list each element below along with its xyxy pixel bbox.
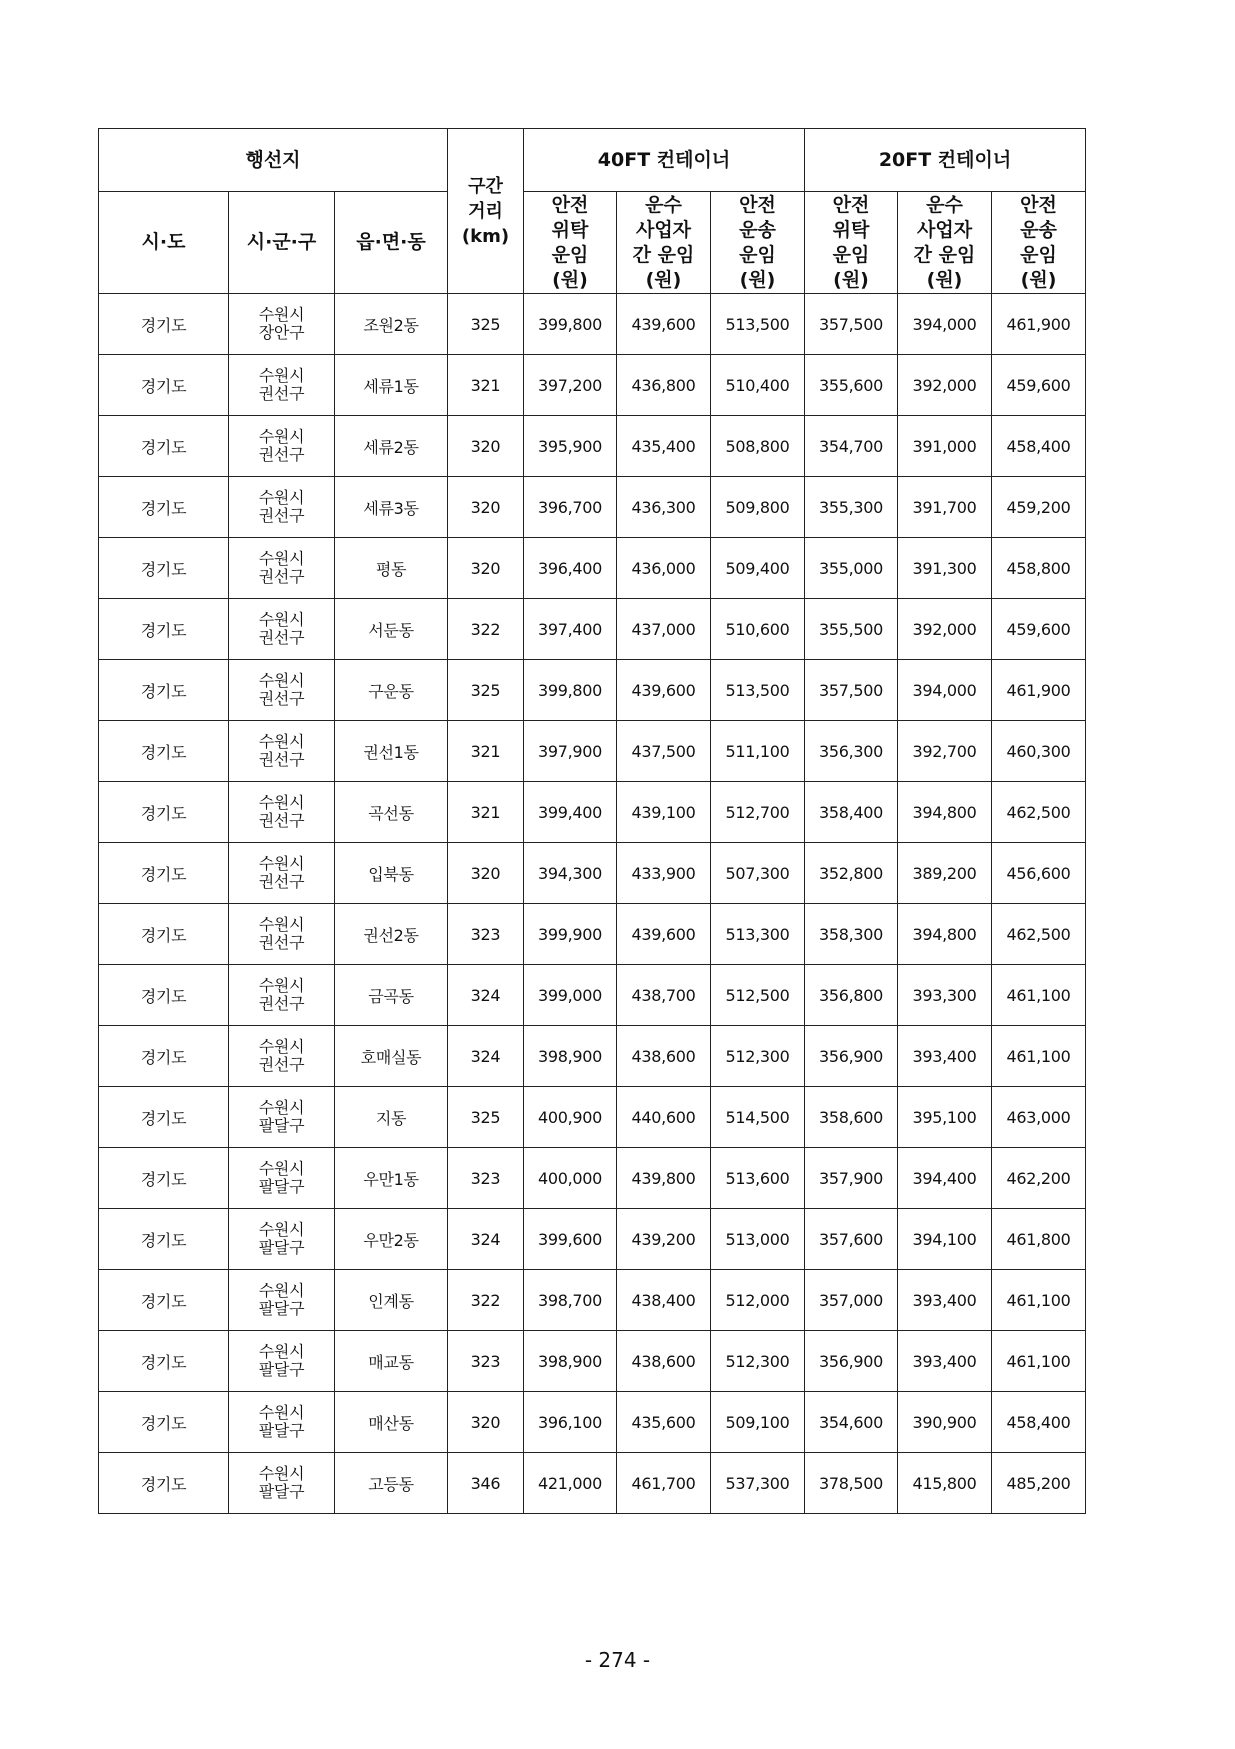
cell-20ft-safe-transport: 462,500 (992, 782, 1086, 843)
cell-sido: 경기도 (99, 1148, 229, 1209)
cell-sido: 경기도 (99, 1087, 229, 1148)
cell-city: 수원시 (258, 854, 305, 873)
cell-40ft-safe-transport: 512,300 (711, 1331, 805, 1392)
cell-20ft-carrier: 394,100 (898, 1209, 992, 1270)
cell-20ft-carrier: 393,400 (898, 1270, 992, 1331)
cell-20ft-carrier: 393,400 (898, 1331, 992, 1392)
cell-gu: 권선구 (258, 445, 305, 464)
cell-20ft-safe-consign: 356,900 (805, 1331, 898, 1392)
cell-40ft-carrier: 439,600 (617, 904, 711, 965)
cell-sido: 경기도 (99, 294, 229, 355)
cell-20ft-safe-consign: 352,800 (805, 843, 898, 904)
cell-gu: 권선구 (258, 933, 305, 952)
cell-40ft-safe-transport: 509,400 (711, 538, 805, 599)
cell-40ft-safe-transport: 513,300 (711, 904, 805, 965)
table-row (99, 599, 1086, 660)
cell-city: 수원시 (258, 366, 305, 385)
cell-sido: 경기도 (99, 355, 229, 416)
cell-20ft-carrier: 389,200 (898, 843, 992, 904)
cell-20ft-carrier: 391,300 (898, 538, 992, 599)
cell-sigungu (229, 1453, 335, 1514)
cell-40ft-safe-consign: 400,000 (524, 1148, 617, 1209)
header-40ft-container: 40FT 컨테이너 (524, 129, 805, 192)
header-distance: 구간 거리 (km) (448, 129, 524, 294)
cell-40ft-safe-consign: 399,400 (524, 782, 617, 843)
cell-40ft-safe-transport: 509,100 (711, 1392, 805, 1453)
freight-rate-table (98, 128, 1086, 1514)
cell-gu: 팔달구 (258, 1360, 305, 1379)
cell-sido: 경기도 (99, 965, 229, 1026)
cell-40ft-safe-consign: 421,000 (524, 1453, 617, 1514)
cell-gu: 권선구 (258, 689, 305, 708)
cell-40ft-safe-consign: 398,900 (524, 1026, 617, 1087)
cell-dong: 곡선동 (335, 782, 448, 843)
header-40ft-safe-transport-rate: 안전 운송 운임 (원) (711, 192, 805, 294)
cell-gu: 권선구 (258, 994, 305, 1013)
cell-40ft-safe-transport: 512,000 (711, 1270, 805, 1331)
cell-sido: 경기도 (99, 904, 229, 965)
cell-dong: 고등동 (335, 1453, 448, 1514)
cell-20ft-safe-transport: 461,100 (992, 1331, 1086, 1392)
cell-40ft-carrier: 439,600 (617, 294, 711, 355)
cell-distance: 321 (448, 721, 524, 782)
cell-40ft-carrier: 438,600 (617, 1026, 711, 1087)
cell-20ft-safe-consign: 357,600 (805, 1209, 898, 1270)
cell-dong: 조원2동 (335, 294, 448, 355)
table-row (99, 782, 1086, 843)
cell-20ft-safe-transport: 461,100 (992, 965, 1086, 1026)
table-row (99, 904, 1086, 965)
cell-gu: 팔달구 (258, 1116, 305, 1135)
cell-dong: 호매실동 (335, 1026, 448, 1087)
table-row (99, 355, 1086, 416)
cell-20ft-safe-consign: 358,600 (805, 1087, 898, 1148)
cell-20ft-safe-consign: 356,900 (805, 1026, 898, 1087)
cell-distance: 324 (448, 1209, 524, 1270)
cell-sido: 경기도 (99, 843, 229, 904)
cell-city: 수원시 (258, 1098, 305, 1117)
cell-sido: 경기도 (99, 721, 229, 782)
cell-40ft-safe-consign: 396,400 (524, 538, 617, 599)
cell-sigungu (229, 294, 335, 355)
cell-sigungu (229, 782, 335, 843)
cell-city: 수원시 (258, 305, 305, 324)
cell-40ft-safe-transport: 507,300 (711, 843, 805, 904)
cell-20ft-carrier: 394,800 (898, 904, 992, 965)
table-row (99, 1209, 1086, 1270)
cell-distance: 321 (448, 355, 524, 416)
table-row (99, 843, 1086, 904)
cell-distance: 325 (448, 1087, 524, 1148)
table-row (99, 477, 1086, 538)
cell-city: 수원시 (258, 793, 305, 812)
cell-sigungu (229, 1270, 335, 1331)
cell-distance: 320 (448, 1392, 524, 1453)
cell-40ft-safe-transport: 512,300 (711, 1026, 805, 1087)
cell-20ft-carrier: 395,100 (898, 1087, 992, 1148)
cell-distance: 320 (448, 477, 524, 538)
cell-40ft-safe-transport: 513,500 (711, 294, 805, 355)
cell-20ft-safe-consign: 358,400 (805, 782, 898, 843)
cell-gu: 장안구 (258, 323, 305, 342)
cell-40ft-carrier: 440,600 (617, 1087, 711, 1148)
table-row (99, 1148, 1086, 1209)
cell-20ft-safe-consign: 355,500 (805, 599, 898, 660)
cell-20ft-safe-transport: 461,900 (992, 660, 1086, 721)
cell-20ft-carrier: 393,300 (898, 965, 992, 1026)
cell-city: 수원시 (258, 671, 305, 690)
cell-dong: 우만1동 (335, 1148, 448, 1209)
cell-sigungu (229, 843, 335, 904)
cell-40ft-safe-transport: 510,400 (711, 355, 805, 416)
cell-20ft-safe-transport: 459,200 (992, 477, 1086, 538)
cell-40ft-safe-consign: 399,800 (524, 660, 617, 721)
cell-40ft-carrier: 438,700 (617, 965, 711, 1026)
cell-20ft-safe-transport: 461,100 (992, 1026, 1086, 1087)
cell-40ft-carrier: 439,600 (617, 660, 711, 721)
cell-20ft-carrier: 391,700 (898, 477, 992, 538)
cell-20ft-safe-transport: 461,800 (992, 1209, 1086, 1270)
cell-20ft-safe-consign: 378,500 (805, 1453, 898, 1514)
cell-gu: 권선구 (258, 1055, 305, 1074)
cell-40ft-safe-transport: 508,800 (711, 416, 805, 477)
cell-sido: 경기도 (99, 416, 229, 477)
cell-40ft-carrier: 438,400 (617, 1270, 711, 1331)
cell-20ft-safe-consign: 355,300 (805, 477, 898, 538)
table-body (99, 294, 1086, 1514)
cell-40ft-carrier: 439,100 (617, 782, 711, 843)
cell-40ft-safe-transport: 513,600 (711, 1148, 805, 1209)
cell-sido: 경기도 (99, 660, 229, 721)
header-sido: 시·도 (99, 192, 229, 294)
table-row (99, 721, 1086, 782)
cell-40ft-safe-consign: 396,100 (524, 1392, 617, 1453)
cell-sigungu (229, 660, 335, 721)
cell-gu: 권선구 (258, 384, 305, 403)
table-row (99, 1026, 1086, 1087)
cell-40ft-carrier: 435,600 (617, 1392, 711, 1453)
cell-40ft-safe-consign: 397,900 (524, 721, 617, 782)
cell-distance: 321 (448, 782, 524, 843)
cell-city: 수원시 (258, 915, 305, 934)
cell-20ft-carrier: 391,000 (898, 416, 992, 477)
cell-20ft-safe-transport: 458,800 (992, 538, 1086, 599)
cell-40ft-safe-transport: 512,700 (711, 782, 805, 843)
cell-dong: 서둔동 (335, 599, 448, 660)
cell-sido: 경기도 (99, 1453, 229, 1514)
cell-distance: 320 (448, 843, 524, 904)
cell-dong: 권선2동 (335, 904, 448, 965)
cell-sido: 경기도 (99, 477, 229, 538)
cell-sigungu (229, 1392, 335, 1453)
cell-20ft-safe-transport: 459,600 (992, 599, 1086, 660)
cell-40ft-carrier: 433,900 (617, 843, 711, 904)
cell-20ft-safe-transport: 460,300 (992, 721, 1086, 782)
cell-20ft-safe-transport: 463,000 (992, 1087, 1086, 1148)
cell-40ft-carrier: 436,800 (617, 355, 711, 416)
table-row (99, 1392, 1086, 1453)
cell-gu: 권선구 (258, 567, 305, 586)
cell-40ft-safe-consign: 396,700 (524, 477, 617, 538)
cell-40ft-carrier: 437,500 (617, 721, 711, 782)
cell-city: 수원시 (258, 488, 305, 507)
table-row (99, 294, 1086, 355)
cell-20ft-safe-consign: 354,700 (805, 416, 898, 477)
cell-40ft-safe-consign: 399,000 (524, 965, 617, 1026)
cell-sigungu (229, 904, 335, 965)
cell-20ft-safe-transport: 461,100 (992, 1270, 1086, 1331)
cell-sigungu (229, 416, 335, 477)
cell-20ft-safe-consign: 354,600 (805, 1392, 898, 1453)
cell-distance: 320 (448, 416, 524, 477)
cell-20ft-safe-consign: 357,500 (805, 294, 898, 355)
cell-dong: 지동 (335, 1087, 448, 1148)
cell-20ft-safe-transport: 456,600 (992, 843, 1086, 904)
cell-40ft-safe-consign: 399,800 (524, 294, 617, 355)
page-number: - 274 - (584, 1648, 651, 1672)
cell-city: 수원시 (258, 1464, 305, 1483)
cell-gu: 팔달구 (258, 1482, 305, 1501)
cell-sigungu (229, 599, 335, 660)
cell-city: 수원시 (258, 427, 305, 446)
header-20ft-container: 20FT 컨테이너 (805, 129, 1086, 192)
cell-sido: 경기도 (99, 1331, 229, 1392)
cell-gu: 권선구 (258, 750, 305, 769)
cell-dong: 우만2동 (335, 1209, 448, 1270)
table-row (99, 538, 1086, 599)
cell-dong: 인계동 (335, 1270, 448, 1331)
cell-20ft-carrier: 392,000 (898, 599, 992, 660)
table-row (99, 1087, 1086, 1148)
cell-dong: 매교동 (335, 1331, 448, 1392)
cell-sigungu (229, 1026, 335, 1087)
cell-dong: 세류2동 (335, 416, 448, 477)
cell-40ft-safe-transport: 514,500 (711, 1087, 805, 1148)
cell-city: 수원시 (258, 1403, 305, 1422)
cell-sigungu (229, 477, 335, 538)
cell-distance: 325 (448, 660, 524, 721)
cell-20ft-safe-consign: 356,300 (805, 721, 898, 782)
header-40ft-safe-consign-rate: 안전 위탁 운임 (원) (524, 192, 617, 294)
header-20ft-safe-consign-rate: 안전 위탁 운임 (원) (805, 192, 898, 294)
cell-gu: 권선구 (258, 506, 305, 525)
cell-20ft-carrier: 394,400 (898, 1148, 992, 1209)
table-row (99, 1270, 1086, 1331)
cell-20ft-safe-consign: 355,000 (805, 538, 898, 599)
cell-gu: 권선구 (258, 811, 305, 830)
cell-40ft-safe-transport: 509,800 (711, 477, 805, 538)
cell-40ft-safe-consign: 395,900 (524, 416, 617, 477)
cell-40ft-safe-transport: 512,500 (711, 965, 805, 1026)
cell-40ft-carrier: 436,300 (617, 477, 711, 538)
header-20ft-safe-transport-rate: 안전 운송 운임 (원) (992, 192, 1086, 294)
cell-40ft-carrier: 435,400 (617, 416, 711, 477)
cell-sigungu (229, 1331, 335, 1392)
cell-sigungu (229, 538, 335, 599)
cell-distance: 320 (448, 538, 524, 599)
cell-20ft-carrier: 392,000 (898, 355, 992, 416)
cell-distance: 322 (448, 599, 524, 660)
cell-40ft-safe-consign: 399,600 (524, 1209, 617, 1270)
cell-dong: 세류1동 (335, 355, 448, 416)
cell-40ft-carrier: 461,700 (617, 1453, 711, 1514)
cell-20ft-safe-transport: 458,400 (992, 1392, 1086, 1453)
cell-gu: 팔달구 (258, 1238, 305, 1257)
table-row (99, 1453, 1086, 1514)
cell-40ft-safe-consign: 399,900 (524, 904, 617, 965)
cell-sigungu (229, 965, 335, 1026)
header-sigungu: 시·군·구 (229, 192, 335, 294)
cell-dong: 금곡동 (335, 965, 448, 1026)
cell-dong: 매산동 (335, 1392, 448, 1453)
cell-20ft-safe-consign: 356,800 (805, 965, 898, 1026)
table-row (99, 965, 1086, 1026)
cell-40ft-safe-consign: 394,300 (524, 843, 617, 904)
cell-40ft-carrier: 439,200 (617, 1209, 711, 1270)
cell-sido: 경기도 (99, 599, 229, 660)
header-40ft-carrier-rate: 운수 사업자 간 운임 (원) (617, 192, 711, 294)
cell-40ft-carrier: 437,000 (617, 599, 711, 660)
cell-40ft-safe-consign: 400,900 (524, 1087, 617, 1148)
cell-distance: 324 (448, 1026, 524, 1087)
header-eupmyeondong: 읍·면·동 (335, 192, 448, 294)
cell-sido: 경기도 (99, 538, 229, 599)
cell-sigungu (229, 721, 335, 782)
cell-gu: 팔달구 (258, 1177, 305, 1196)
cell-city: 수원시 (258, 732, 305, 751)
cell-20ft-carrier: 394,000 (898, 660, 992, 721)
cell-sigungu (229, 1087, 335, 1148)
cell-20ft-safe-transport: 485,200 (992, 1453, 1086, 1514)
cell-20ft-safe-consign: 357,000 (805, 1270, 898, 1331)
cell-40ft-safe-consign: 398,900 (524, 1331, 617, 1392)
cell-distance: 322 (448, 1270, 524, 1331)
cell-20ft-safe-consign: 357,900 (805, 1148, 898, 1209)
cell-20ft-safe-transport: 458,400 (992, 416, 1086, 477)
cell-distance: 323 (448, 1148, 524, 1209)
cell-dong: 세류3동 (335, 477, 448, 538)
cell-distance: 323 (448, 1331, 524, 1392)
cell-dong: 입북동 (335, 843, 448, 904)
cell-city: 수원시 (258, 1281, 305, 1300)
cell-distance: 324 (448, 965, 524, 1026)
cell-20ft-safe-consign: 355,600 (805, 355, 898, 416)
cell-20ft-carrier: 394,800 (898, 782, 992, 843)
cell-40ft-safe-consign: 397,400 (524, 599, 617, 660)
cell-20ft-safe-transport: 461,900 (992, 294, 1086, 355)
cell-sido: 경기도 (99, 782, 229, 843)
cell-40ft-safe-transport: 511,100 (711, 721, 805, 782)
cell-20ft-safe-transport: 459,600 (992, 355, 1086, 416)
cell-20ft-safe-consign: 358,300 (805, 904, 898, 965)
cell-20ft-carrier: 392,700 (898, 721, 992, 782)
cell-40ft-safe-transport: 510,600 (711, 599, 805, 660)
cell-40ft-carrier: 436,000 (617, 538, 711, 599)
cell-40ft-safe-transport: 537,300 (711, 1453, 805, 1514)
cell-city: 수원시 (258, 1037, 305, 1056)
cell-city: 수원시 (258, 549, 305, 568)
cell-distance: 346 (448, 1453, 524, 1514)
cell-40ft-carrier: 439,800 (617, 1148, 711, 1209)
cell-city: 수원시 (258, 1159, 305, 1178)
cell-city: 수원시 (258, 1220, 305, 1239)
cell-city: 수원시 (258, 610, 305, 629)
cell-40ft-safe-transport: 513,000 (711, 1209, 805, 1270)
cell-sido: 경기도 (99, 1392, 229, 1453)
cell-20ft-carrier: 415,800 (898, 1453, 992, 1514)
cell-gu: 권선구 (258, 628, 305, 647)
table-row (99, 1331, 1086, 1392)
cell-distance: 323 (448, 904, 524, 965)
cell-40ft-safe-transport: 513,500 (711, 660, 805, 721)
header-destination: 행선지 (99, 129, 448, 192)
cell-20ft-carrier: 394,000 (898, 294, 992, 355)
cell-20ft-safe-consign: 357,500 (805, 660, 898, 721)
cell-sido: 경기도 (99, 1209, 229, 1270)
cell-city: 수원시 (258, 1342, 305, 1361)
cell-distance: 325 (448, 294, 524, 355)
cell-gu: 권선구 (258, 872, 305, 891)
cell-gu: 팔달구 (258, 1421, 305, 1440)
cell-dong: 권선1동 (335, 721, 448, 782)
cell-sido: 경기도 (99, 1270, 229, 1331)
cell-20ft-carrier: 390,900 (898, 1392, 992, 1453)
header-20ft-carrier-rate: 운수 사업자 간 운임 (원) (898, 192, 992, 294)
cell-20ft-carrier: 393,400 (898, 1026, 992, 1087)
cell-sigungu (229, 1209, 335, 1270)
cell-20ft-safe-transport: 462,200 (992, 1148, 1086, 1209)
cell-sido: 경기도 (99, 1026, 229, 1087)
cell-city: 수원시 (258, 976, 305, 995)
cell-dong: 평동 (335, 538, 448, 599)
cell-40ft-safe-consign: 397,200 (524, 355, 617, 416)
cell-sigungu (229, 355, 335, 416)
cell-40ft-carrier: 438,600 (617, 1331, 711, 1392)
cell-dong: 구운동 (335, 660, 448, 721)
table-row (99, 416, 1086, 477)
cell-40ft-safe-consign: 398,700 (524, 1270, 617, 1331)
cell-gu: 팔달구 (258, 1299, 305, 1318)
table-row (99, 660, 1086, 721)
cell-sigungu (229, 1148, 335, 1209)
table-header (99, 129, 1086, 294)
cell-20ft-safe-transport: 462,500 (992, 904, 1086, 965)
